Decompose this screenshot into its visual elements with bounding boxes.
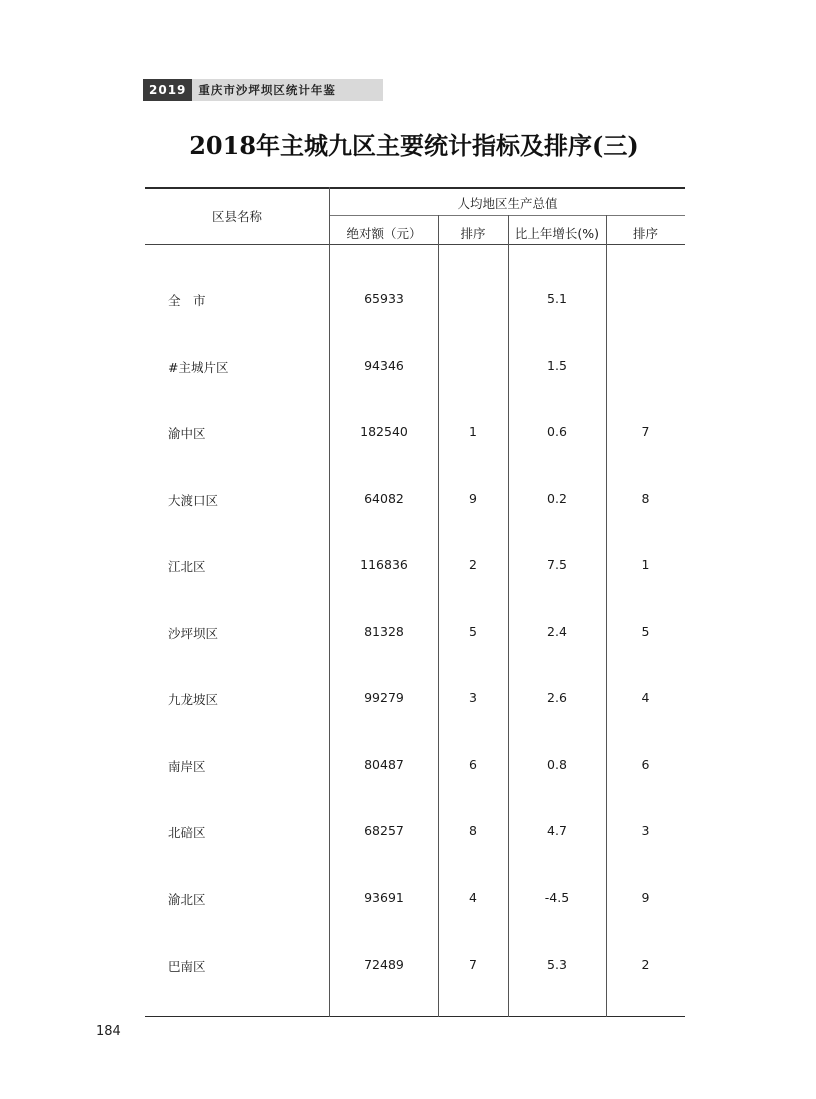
table-row bbox=[145, 424, 685, 444]
table-row bbox=[145, 291, 685, 311]
cell-growth: 0.6 bbox=[547, 424, 567, 439]
page-number: 184 bbox=[96, 1024, 121, 1039]
cell-region: 江北区 bbox=[168, 559, 206, 574]
table-row bbox=[145, 757, 685, 777]
cell-absolute: 64082 bbox=[364, 491, 404, 506]
header-gdp-per-capita: 人均地区生产总值 bbox=[457, 196, 558, 211]
table-row bbox=[145, 491, 685, 511]
cell-rank-absolute: 1 bbox=[469, 424, 477, 439]
cell-rank-absolute: 2 bbox=[469, 557, 477, 572]
running-head-year: 2019 bbox=[143, 79, 192, 101]
cell-rank-growth: 7 bbox=[641, 424, 650, 439]
cell-growth: 0.2 bbox=[547, 491, 567, 506]
cell-absolute: 81328 bbox=[364, 624, 404, 639]
table-top-rule bbox=[145, 187, 685, 189]
cell-region: 渝北区 bbox=[168, 892, 206, 907]
cell-region: #主城片区 bbox=[168, 360, 229, 375]
cell-rank-growth: 1 bbox=[641, 557, 650, 572]
cell-rank-absolute: 7 bbox=[469, 957, 477, 972]
cell-rank-absolute: 3 bbox=[469, 690, 477, 705]
cell-region: 巴南区 bbox=[168, 959, 206, 974]
header-absolute: 绝对额（元） bbox=[346, 226, 422, 241]
cell-region: 九龙坡区 bbox=[168, 692, 219, 707]
table-row bbox=[145, 358, 685, 378]
cell-absolute: 99279 bbox=[364, 690, 404, 705]
cell-region: 北碚区 bbox=[168, 825, 206, 840]
cell-region: 南岸区 bbox=[168, 759, 206, 774]
cell-region: 全 市 bbox=[168, 293, 206, 308]
statistics-table bbox=[145, 187, 685, 1018]
table-row bbox=[145, 823, 685, 843]
cell-rank-growth: 5 bbox=[641, 624, 650, 639]
cell-region: 大渡口区 bbox=[168, 493, 219, 508]
cell-absolute: 72489 bbox=[364, 957, 404, 972]
cell-absolute: 116836 bbox=[360, 557, 408, 572]
header-growth: 比上年增长(%) bbox=[514, 226, 600, 241]
cell-rank-growth: 8 bbox=[641, 491, 650, 506]
cell-rank-absolute: 4 bbox=[469, 890, 477, 905]
table-header-rule bbox=[145, 244, 685, 245]
cell-growth: 2.6 bbox=[547, 690, 567, 705]
cell-absolute: 182540 bbox=[360, 424, 408, 439]
header-region-name: 区县名称 bbox=[211, 209, 262, 224]
cell-region: 渝中区 bbox=[168, 426, 206, 441]
cell-growth: 5.1 bbox=[547, 291, 567, 306]
cell-rank-absolute: 5 bbox=[469, 624, 477, 639]
table-row bbox=[145, 890, 685, 910]
cell-growth: 1.5 bbox=[547, 358, 567, 373]
cell-growth: 5.3 bbox=[547, 957, 567, 972]
cell-growth: 4.7 bbox=[547, 823, 567, 838]
running-head bbox=[143, 79, 383, 101]
cell-rank-absolute: 8 bbox=[469, 823, 477, 838]
cell-absolute: 68257 bbox=[364, 823, 404, 838]
cell-rank-growth: 4 bbox=[641, 690, 650, 705]
cell-region: 沙坪坝区 bbox=[168, 626, 219, 641]
cell-growth: 0.8 bbox=[547, 757, 567, 772]
cell-absolute: 93691 bbox=[364, 890, 404, 905]
cell-rank-absolute: 9 bbox=[469, 491, 477, 506]
cell-rank-growth: 6 bbox=[641, 757, 650, 772]
table-title: 2018年主城九区主要统计指标及排序(三) bbox=[189, 131, 639, 160]
cell-rank-growth: 9 bbox=[641, 890, 650, 905]
cell-absolute: 94346 bbox=[364, 358, 404, 373]
table-row bbox=[145, 557, 685, 577]
cell-growth: -4.5 bbox=[544, 890, 570, 905]
cell-rank-growth: 2 bbox=[641, 957, 650, 972]
cell-rank-growth: 3 bbox=[641, 823, 650, 838]
cell-rank-absolute: 6 bbox=[469, 757, 477, 772]
table-row bbox=[145, 690, 685, 710]
table-row bbox=[145, 957, 685, 977]
cell-growth: 7.5 bbox=[547, 557, 567, 572]
cell-absolute: 65933 bbox=[364, 291, 404, 306]
running-head-book-title: 重庆市沙坪坝区统计年鉴 bbox=[198, 83, 336, 97]
table-row bbox=[145, 624, 685, 644]
header-rank-growth: 排序 bbox=[632, 226, 658, 241]
cell-absolute: 80487 bbox=[364, 757, 404, 772]
header-rank-absolute: 排序 bbox=[460, 226, 486, 241]
table-bottom-rule bbox=[145, 1016, 685, 1017]
cell-growth: 2.4 bbox=[547, 624, 567, 639]
